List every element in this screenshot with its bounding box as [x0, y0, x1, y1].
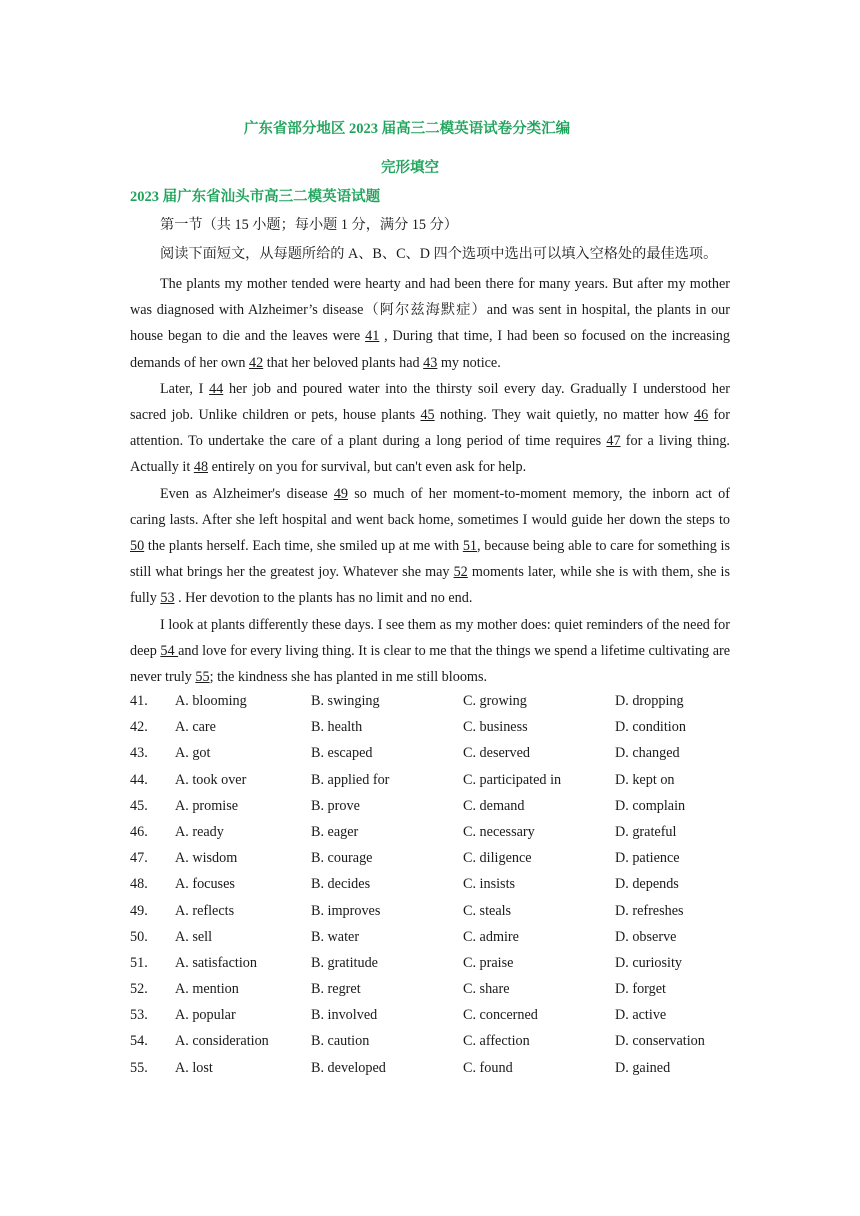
option-row [130, 955, 730, 981]
section-info: 第一节（共 15 小题；每小题 1 分，满分 15 分） [160, 217, 458, 233]
blank-43: 43 [423, 354, 438, 371]
option-b: B. escaped [311, 745, 373, 762]
blank-51: 51 [462, 538, 478, 555]
text: , because being able to care for something is still what brings her the greatest joy. Whatever she may [130, 538, 730, 581]
option-a: A. lost [175, 1059, 213, 1076]
text: , During that time, I had been so focused on the increasing demands of her own [130, 328, 730, 371]
question-number: 51. [130, 954, 148, 971]
paragraph-3 [130, 481, 730, 612]
option-a: A. sell [175, 928, 213, 945]
question-number: 50. [130, 928, 148, 945]
blank-42: 42 [249, 354, 264, 371]
option-d: D. curiosity [615, 954, 682, 971]
option-a: A. care [175, 719, 216, 736]
option-a: A. ready [175, 823, 224, 840]
option-c: C. concerned [463, 1007, 538, 1024]
question-number: 54. [130, 1033, 148, 1050]
option-a: A. mention [175, 981, 239, 998]
option-b: B. decides [311, 876, 371, 893]
option-b: B. applied for [311, 771, 390, 788]
text: the plants herself. Each time, she smiled up at me with [144, 538, 463, 555]
option-d: D. kept on [615, 771, 675, 788]
option-a: A. blooming [175, 693, 247, 709]
option-c: C. share [463, 981, 510, 998]
option-row [130, 981, 730, 1007]
question-number: 55. [130, 1059, 148, 1076]
option-a: A. promise [175, 797, 239, 814]
blank-53: 53 [160, 590, 175, 607]
question-number: 46. [130, 823, 148, 840]
option-b: B. caution [311, 1033, 370, 1050]
text: Even as Alzheimer's disease [160, 485, 334, 502]
option-a: A. satisfaction [175, 954, 257, 971]
text: I look at plants differently these days. I see them as my mother does: quiet reminders of the need for deep [130, 616, 730, 659]
option-d: D. depends [615, 876, 679, 893]
option-c: C. found [463, 1059, 513, 1076]
option-b: B. swinging [311, 693, 380, 709]
option-row [130, 876, 730, 902]
option-d: D. active [615, 1007, 667, 1024]
option-b: B. gratitude [311, 954, 378, 971]
question-number: 48. [130, 876, 148, 893]
option-b: B. water [311, 928, 360, 945]
option-row [130, 1033, 730, 1059]
option-c: C. business [463, 719, 528, 736]
option-c: C. praise [463, 954, 514, 971]
option-c: C. insists [463, 876, 516, 893]
option-row [130, 798, 730, 824]
blank-55: 55 [195, 669, 210, 686]
option-b: B. prove [311, 797, 360, 814]
section-title: 完形填空 [381, 160, 439, 176]
option-b: B. developed [311, 1059, 386, 1076]
option-row [130, 929, 730, 955]
option-b: B. involved [311, 1007, 378, 1024]
option-c: C. steals [463, 902, 512, 919]
text: so much of her moment-to-moment memory, the inborn act of caring lasts. After she left hospital and went back home, sometimes I would guide her down the steps to [130, 485, 730, 528]
question-number: 53. [130, 1007, 148, 1024]
option-d: D. changed [615, 745, 680, 762]
option-d: D. refreshes [615, 902, 684, 919]
option-d: D. grateful [615, 823, 677, 840]
option-row [130, 903, 730, 929]
text: The plants my mother tended were hearty and had been there for many years. But after my mother was diagnosed with Alzheimer’s disease（阿尔兹海默症）and was sent in hospital, the plants in our house began to die and the leaves were [130, 276, 730, 345]
option-d: D. observe [615, 928, 677, 945]
option-c: C. participated in [463, 771, 562, 788]
option-a: A. got [175, 745, 211, 762]
text: and love for every living thing. It is clear to me that the things we spend a lifetime cultivating are never truly [130, 642, 731, 686]
text: Later, I [160, 380, 210, 397]
text: . Her devotion to the plants has no limit and no end. [174, 590, 473, 607]
option-b: B. improves [311, 902, 381, 919]
blank-50: 50 [130, 538, 145, 555]
paper-title: 2023 届广东省汕头市高三二模英语试题 [130, 189, 381, 205]
options-list [130, 693, 730, 1086]
document-title: 广东省部分地区 2023 届高三二模英语试卷分类汇编 [243, 121, 571, 137]
option-row [130, 745, 730, 771]
question-number: 47. [130, 850, 148, 867]
directions: 阅读下面短文，从每题所给的 A、B、C、D 四个选项中选出可以填入空格处的最佳选项。 [160, 246, 718, 262]
option-row [130, 719, 730, 745]
option-c: C. diligence [463, 850, 532, 867]
option-a: A. reflects [175, 902, 235, 919]
option-c: C. admire [463, 928, 519, 945]
blank-46: 46 [693, 407, 709, 424]
option-c: C. demand [463, 797, 525, 814]
text: ; the kindness she has planted in me still blooms. [209, 669, 488, 686]
option-d: D. patience [615, 850, 680, 867]
option-d: D. gained [615, 1059, 671, 1076]
option-a: A. focuses [175, 876, 235, 893]
question-number: 41. [130, 693, 148, 709]
question-number: 43. [130, 745, 148, 762]
blank-41: 41 [365, 328, 380, 345]
option-d: D. forget [615, 981, 666, 998]
option-d: D. dropping [615, 693, 684, 709]
text: my notice. [437, 354, 501, 371]
option-b: B. regret [311, 981, 361, 998]
option-c: C. affection [463, 1033, 530, 1050]
option-d: D. conservation [615, 1033, 705, 1050]
text: entirely on you for survival, but can't even ask for help. [208, 459, 527, 476]
option-row [130, 693, 730, 719]
option-a: A. consideration [175, 1033, 269, 1050]
blank-49: 49 [333, 485, 349, 502]
text: that her beloved plants had [263, 354, 424, 371]
option-c: C. growing [463, 693, 527, 709]
cloze-passage [130, 271, 730, 690]
question-number: 42. [130, 719, 148, 736]
blank-52: 52 [453, 564, 468, 581]
option-a: A. took over [175, 771, 247, 788]
blank-47: 47 [606, 433, 621, 450]
option-row [130, 772, 730, 798]
question-number: 45. [130, 797, 148, 814]
option-b: B. health [311, 719, 363, 736]
blank-54: 54 [160, 642, 179, 659]
text: for attention. To undertake the care of a plant during a long period of time requires [130, 407, 730, 450]
option-c: C. deserved [463, 745, 530, 762]
option-row [130, 1007, 730, 1033]
text: nothing. They wait quietly, no matter how [434, 407, 694, 424]
paragraph-2 [130, 376, 730, 481]
option-b: B. courage [311, 850, 373, 867]
question-number: 44. [130, 771, 148, 788]
option-row [130, 850, 730, 876]
text: her job and poured water into the thirsty soil every day. Gradually I understood her sacred job. Unlike children or pets, house plants [130, 380, 730, 424]
blank-48: 48 [193, 459, 209, 476]
option-a: A. popular [175, 1007, 236, 1024]
option-b: B. eager [311, 823, 359, 840]
option-c: C. necessary [463, 823, 535, 840]
blank-44: 44 [209, 380, 224, 397]
option-d: D. complain [615, 797, 686, 814]
text: for a living thing. Actually it [130, 433, 730, 476]
question-number: 52. [130, 981, 148, 998]
question-number: 49. [130, 902, 148, 919]
option-row [130, 824, 730, 850]
paragraph-4 [130, 612, 730, 691]
option-d: D. condition [615, 719, 686, 736]
paragraph-1 [130, 271, 730, 376]
blank-45: 45 [420, 407, 435, 424]
text: moments later, while she is with them, she is fully [130, 564, 731, 607]
option-row [130, 1060, 730, 1086]
option-a: A. wisdom [175, 850, 238, 867]
